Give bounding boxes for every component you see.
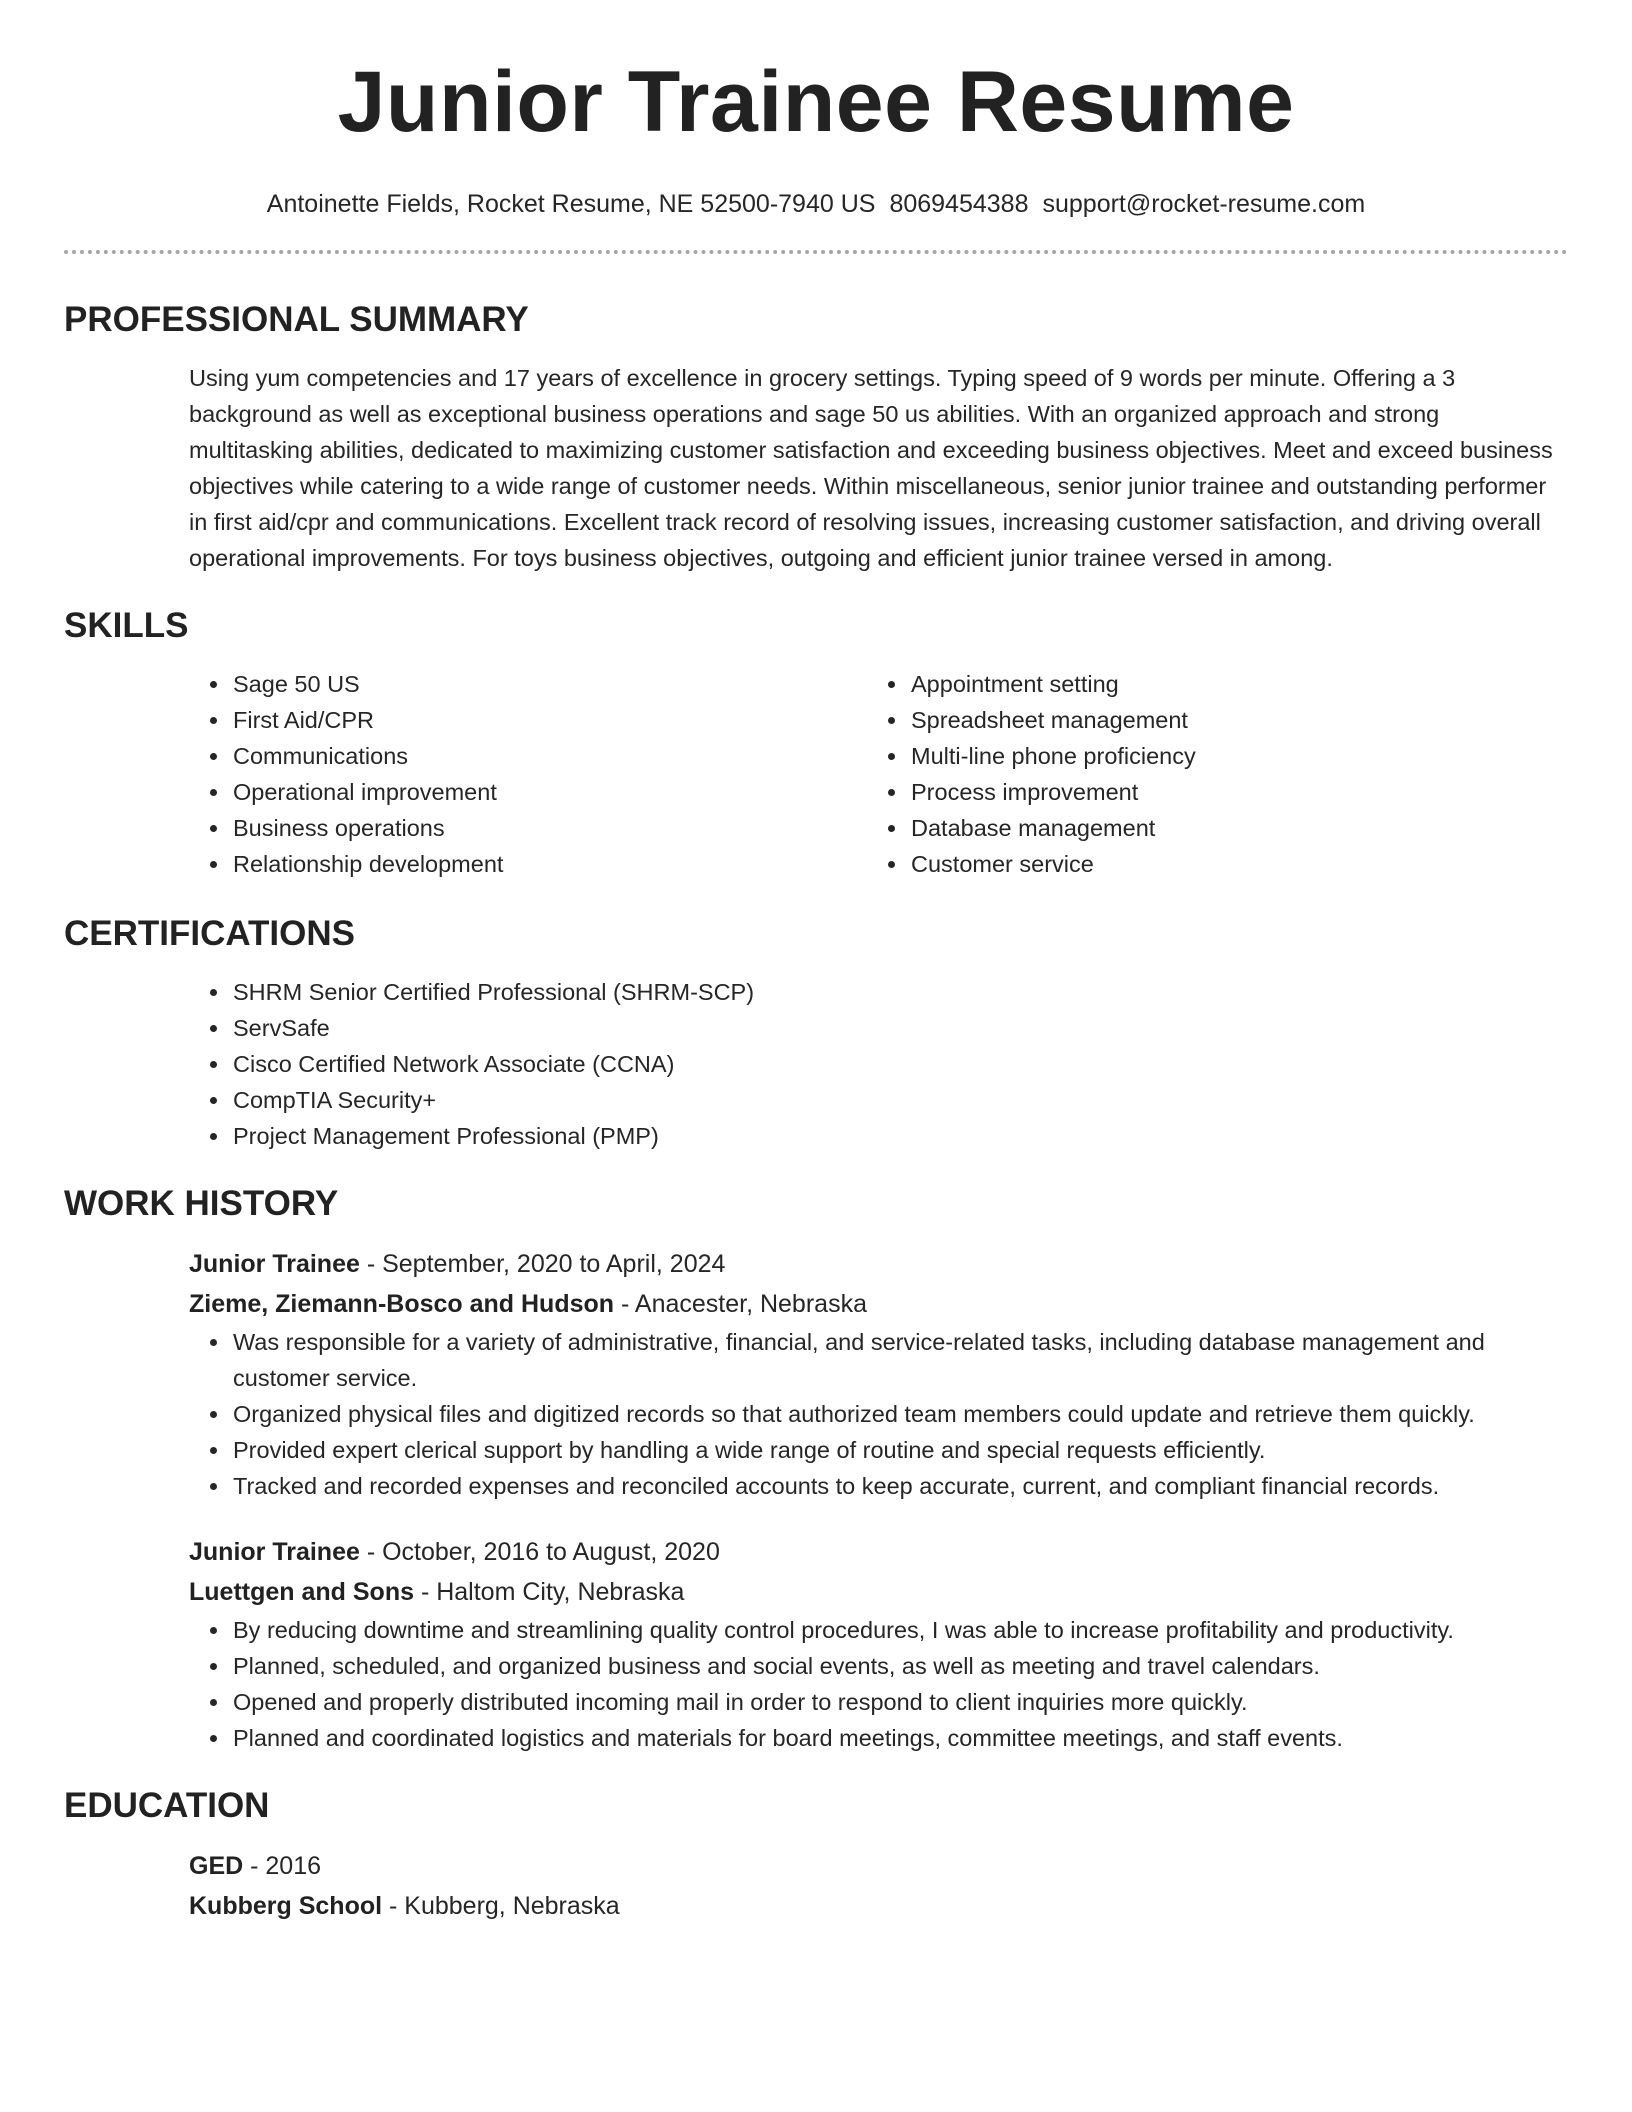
resume-header [64, 0, 1568, 220]
education-section [64, 1784, 1568, 1926]
list-item: • Planned and coordinated logistics and materials for board meetings, committee meetings, and staff events. [231, 1720, 1568, 1756]
education-school: Kubberg School [189, 1892, 383, 1920]
list-item: • Appointment setting [909, 666, 1545, 702]
list-item: • By reducing downtime and streamlining quality control procedures, I was able to increase profitability and productivity. [231, 1612, 1568, 1648]
list-item: • Spreadsheet management [909, 702, 1545, 738]
summary-text: Using yum competencies and 17 years of excellence in grocery settings. Typing speed of 9 words per minute. Offering a 3 background as well as exceptional business operations and sage 50 us abilities. With an organized approach and strong multitasking abilities, dedicated to maximizing customer satisfaction and exceeding business objectives. Meet and exceed business objectives while catering to a wide range of customer needs. Within miscellaneous, senior junior trainee and outstanding performer in first aid/cpr and communications. Excellent track record of resolving issues, increasing customer satisfaction, and driving overall operational improvements. For toys business objectives, outgoing and efficient junior trainee versed in among. [189, 365, 1553, 571]
summary-heading: PROFESSIONAL SUMMARY [64, 300, 529, 339]
contact-email: support@rocket-resume.com [1042, 190, 1366, 218]
work-history-heading: WORK HISTORY [64, 1184, 339, 1223]
education-heading: EDUCATION [64, 1786, 270, 1825]
list-item: • Business operations [231, 810, 867, 846]
job-title: Junior Trainee [189, 1250, 360, 1278]
job-title-line [189, 1244, 1568, 1284]
list-item: • ServSafe [231, 1010, 1568, 1046]
job-bullets [189, 1324, 1568, 1504]
education-school-line [189, 1886, 1568, 1926]
education-entry [64, 1846, 1568, 1926]
job-entry [64, 1532, 1568, 1756]
contact-line [64, 188, 1568, 220]
list-item: • Database management [909, 810, 1545, 846]
summary-section [64, 298, 1568, 576]
list-item: • SHRM Senior Certified Professional (SHRM-SCP) [231, 974, 1568, 1010]
job-company-line [189, 1284, 1568, 1324]
job-dates: - September, 2020 to April, 2024 [359, 1250, 726, 1278]
job-company: Zieme, Ziemann-Bosco and Hudson [189, 1290, 615, 1318]
job-company: Luettgen and Sons [189, 1578, 414, 1606]
certifications-body [64, 974, 1568, 1154]
education-degree: GED [189, 1852, 244, 1880]
job-entry [64, 1244, 1568, 1504]
list-item: • CompTIA Security+ [231, 1082, 1568, 1118]
list-item: • Opened and properly distributed incoming mail in order to respond to client inquiries more quickly. [231, 1684, 1568, 1720]
job-title: Junior Trainee [189, 1538, 360, 1566]
list-item: • Multi-line phone proficiency [909, 738, 1545, 774]
certifications-list [189, 974, 1568, 1154]
list-item: • Sage 50 US [231, 666, 867, 702]
list-item: • Process improvement [909, 774, 1545, 810]
list-item: • Customer service [909, 846, 1545, 882]
job-dates: - October, 2016 to August, 2020 [359, 1538, 720, 1566]
list-item: • Relationship development [231, 846, 867, 882]
skills-column-left [189, 666, 867, 882]
job-location: - Haltom City, Nebraska [414, 1578, 685, 1606]
skills-list-right [867, 666, 1545, 882]
resume-title: Junior Trainee Resume [337, 54, 1295, 150]
list-item: • Tracked and recorded expenses and reconciled accounts to keep accurate, current, and compliant financial records. [231, 1468, 1568, 1504]
list-item: • Communications [231, 738, 867, 774]
skills-grid [64, 666, 1568, 882]
skills-heading: SKILLS [64, 606, 189, 645]
list-item: • Cisco Certified Network Associate (CCNA) [231, 1046, 1568, 1082]
skills-list-left [189, 666, 867, 882]
certifications-heading: CERTIFICATIONS [64, 914, 356, 953]
education-degree-line [189, 1846, 1568, 1886]
work-history-section [64, 1182, 1568, 1756]
contact-address: Antoinette Fields, Rocket Resume, NE 52500-7940 US [266, 190, 876, 218]
list-item: • Project Management Professional (PMP) [231, 1118, 1568, 1154]
skills-column-right [867, 666, 1545, 882]
job-bullets [189, 1612, 1568, 1756]
list-item: • Provided expert clerical support by handling a wide range of routine and special requests efficiently. [231, 1432, 1568, 1468]
certifications-section [64, 912, 1568, 1154]
job-title-line [189, 1532, 1568, 1572]
job-company-line [189, 1572, 1568, 1612]
education-year: - 2016 [243, 1852, 322, 1880]
list-item: • Was responsible for a variety of administrative, financial, and service-related tasks, including database management and customer service. [231, 1324, 1568, 1396]
job-location: - Anacester, Nebraska [614, 1290, 867, 1318]
skills-section [64, 604, 1568, 882]
contact-phone: 8069454388 [889, 190, 1029, 218]
list-item: • Operational improvement [231, 774, 867, 810]
list-item: • First Aid/CPR [231, 702, 867, 738]
list-item: • Organized physical files and digitized records so that authorized team members could update and retrieve them quickly. [231, 1396, 1568, 1432]
header-divider [64, 250, 1568, 254]
list-item: • Planned, scheduled, and organized business and social events, as well as meeting and travel calendars. [231, 1648, 1568, 1684]
education-location: - Kubberg, Nebraska [382, 1892, 620, 1920]
